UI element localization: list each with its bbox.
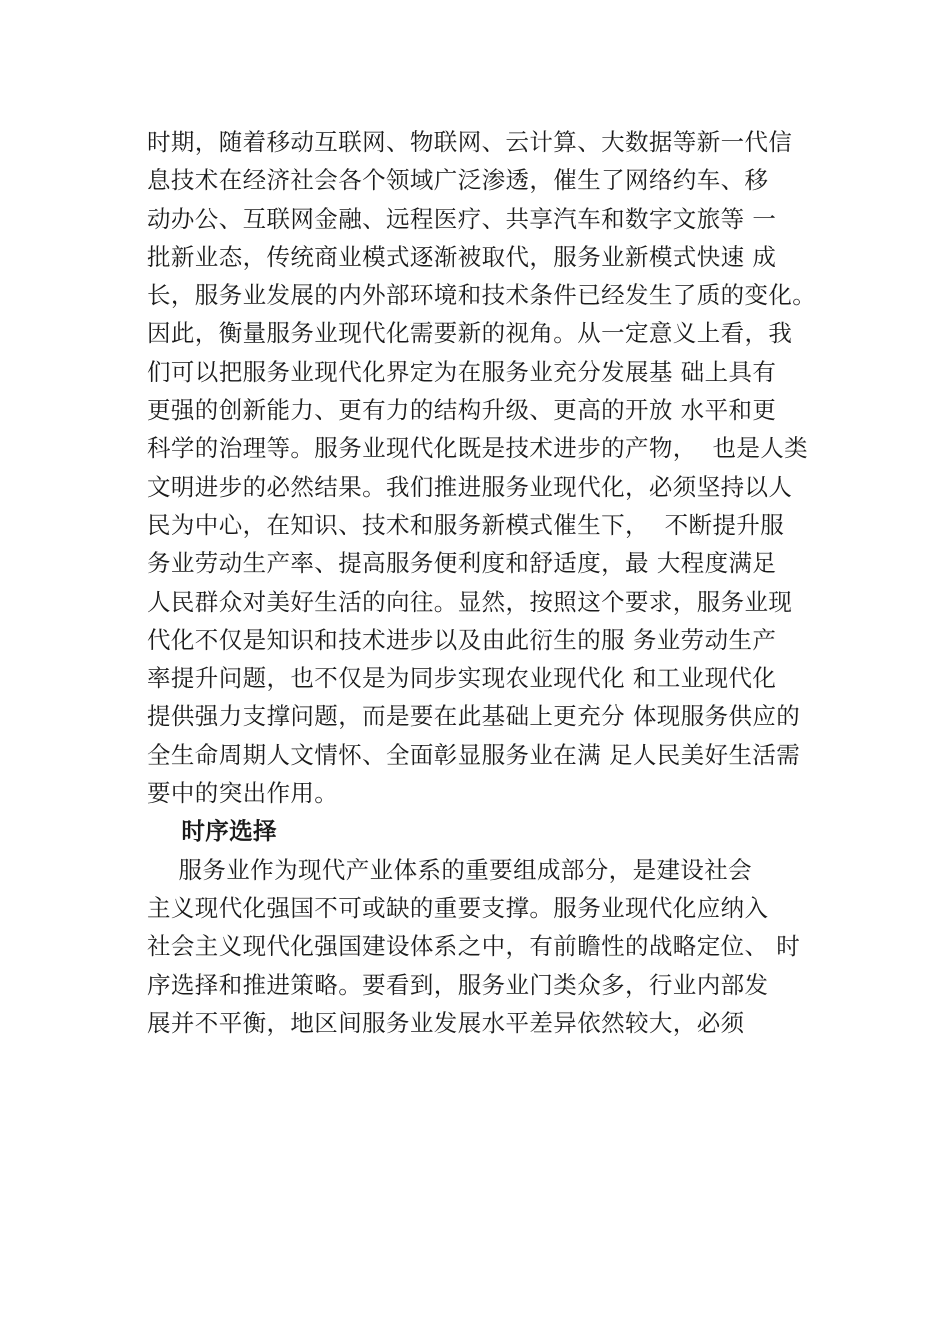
text-line: 展并不平衡，地区间服务业发展水平差异依然较大，必须 <box>147 1008 745 1037</box>
text-line: 务业劳动生产率、提高服务便利度和舒适度，最 大程度满足 <box>147 549 777 578</box>
text-line: 因此，衡量服务业现代化需要新的视角。从一定意义上看，我 <box>147 319 793 348</box>
text-line: 动办公、互联网金融、远程医疗、共享汽车和数字文旅等 一 <box>147 204 777 233</box>
text-line: 要中的突出作用。 <box>147 779 339 808</box>
text-line: 序选择和推进策略。要看到，服务业门类众多，行业内部发 <box>147 970 769 999</box>
text-line: 人民群众对美好生活的向往。显然，按照这个要求，服务业现 <box>147 587 793 616</box>
text-line: 提供强力支撑问题，而是要在此基础上更充分 体现服务供应的 <box>147 702 801 731</box>
text-line: 代化不仅是知识和技术进步以及由此衍生的服 务业劳动生产 <box>147 625 777 654</box>
section-heading: 时序选择 <box>147 817 277 846</box>
text-line: 民为中心，在知识、技术和服务新模式催生下， 不断提升服 <box>147 510 785 539</box>
body-text <box>147 123 847 1042</box>
text-line: 息技术在经济社会各个领域广泛渗透，催生了网络约车、移 <box>147 166 769 195</box>
text-line: 率提升问题，也不仅是为同步实现农业现代化 和工业现代化 <box>147 664 777 693</box>
text-line: 文明进步的必然结果。我们推进服务业现代化，必须坚持以人 <box>147 472 793 501</box>
text-line: 批新业态，传统商业模式逐渐被取代，服务业新模式快速 成 <box>147 242 777 271</box>
text-line: 们可以把服务业现代化界定为在服务业充分发展基 础上具有 <box>147 357 777 386</box>
text-line: 时期，随着移动互联网、物联网、云计算、大数据等新一代信 <box>147 128 793 156</box>
text-line: 主义现代化强国不可或缺的重要支撑。服务业现代化应纳入 <box>147 893 769 922</box>
text-line: 服务业作为现代产业体系的重要组成部分，是建设社会 <box>147 855 753 884</box>
text-line: 更强的创新能力、更有力的结构升级、更高的开放 水平和更 <box>147 396 777 425</box>
text-line: 长，服务业发展的内外部环境和技术条件已经发生了质的变化。 <box>147 281 817 310</box>
text-line: 科学的治理等。服务业现代化既是技术进步的产物， 也是人类 <box>147 434 809 463</box>
text-line: 社会主义现代化强国建设体系之中，有前瞻性的战略定位、 时 <box>147 932 801 961</box>
text-line: 全生命周期人文情怀、全面彰显服务业在满 足人民美好生活需 <box>147 740 801 769</box>
